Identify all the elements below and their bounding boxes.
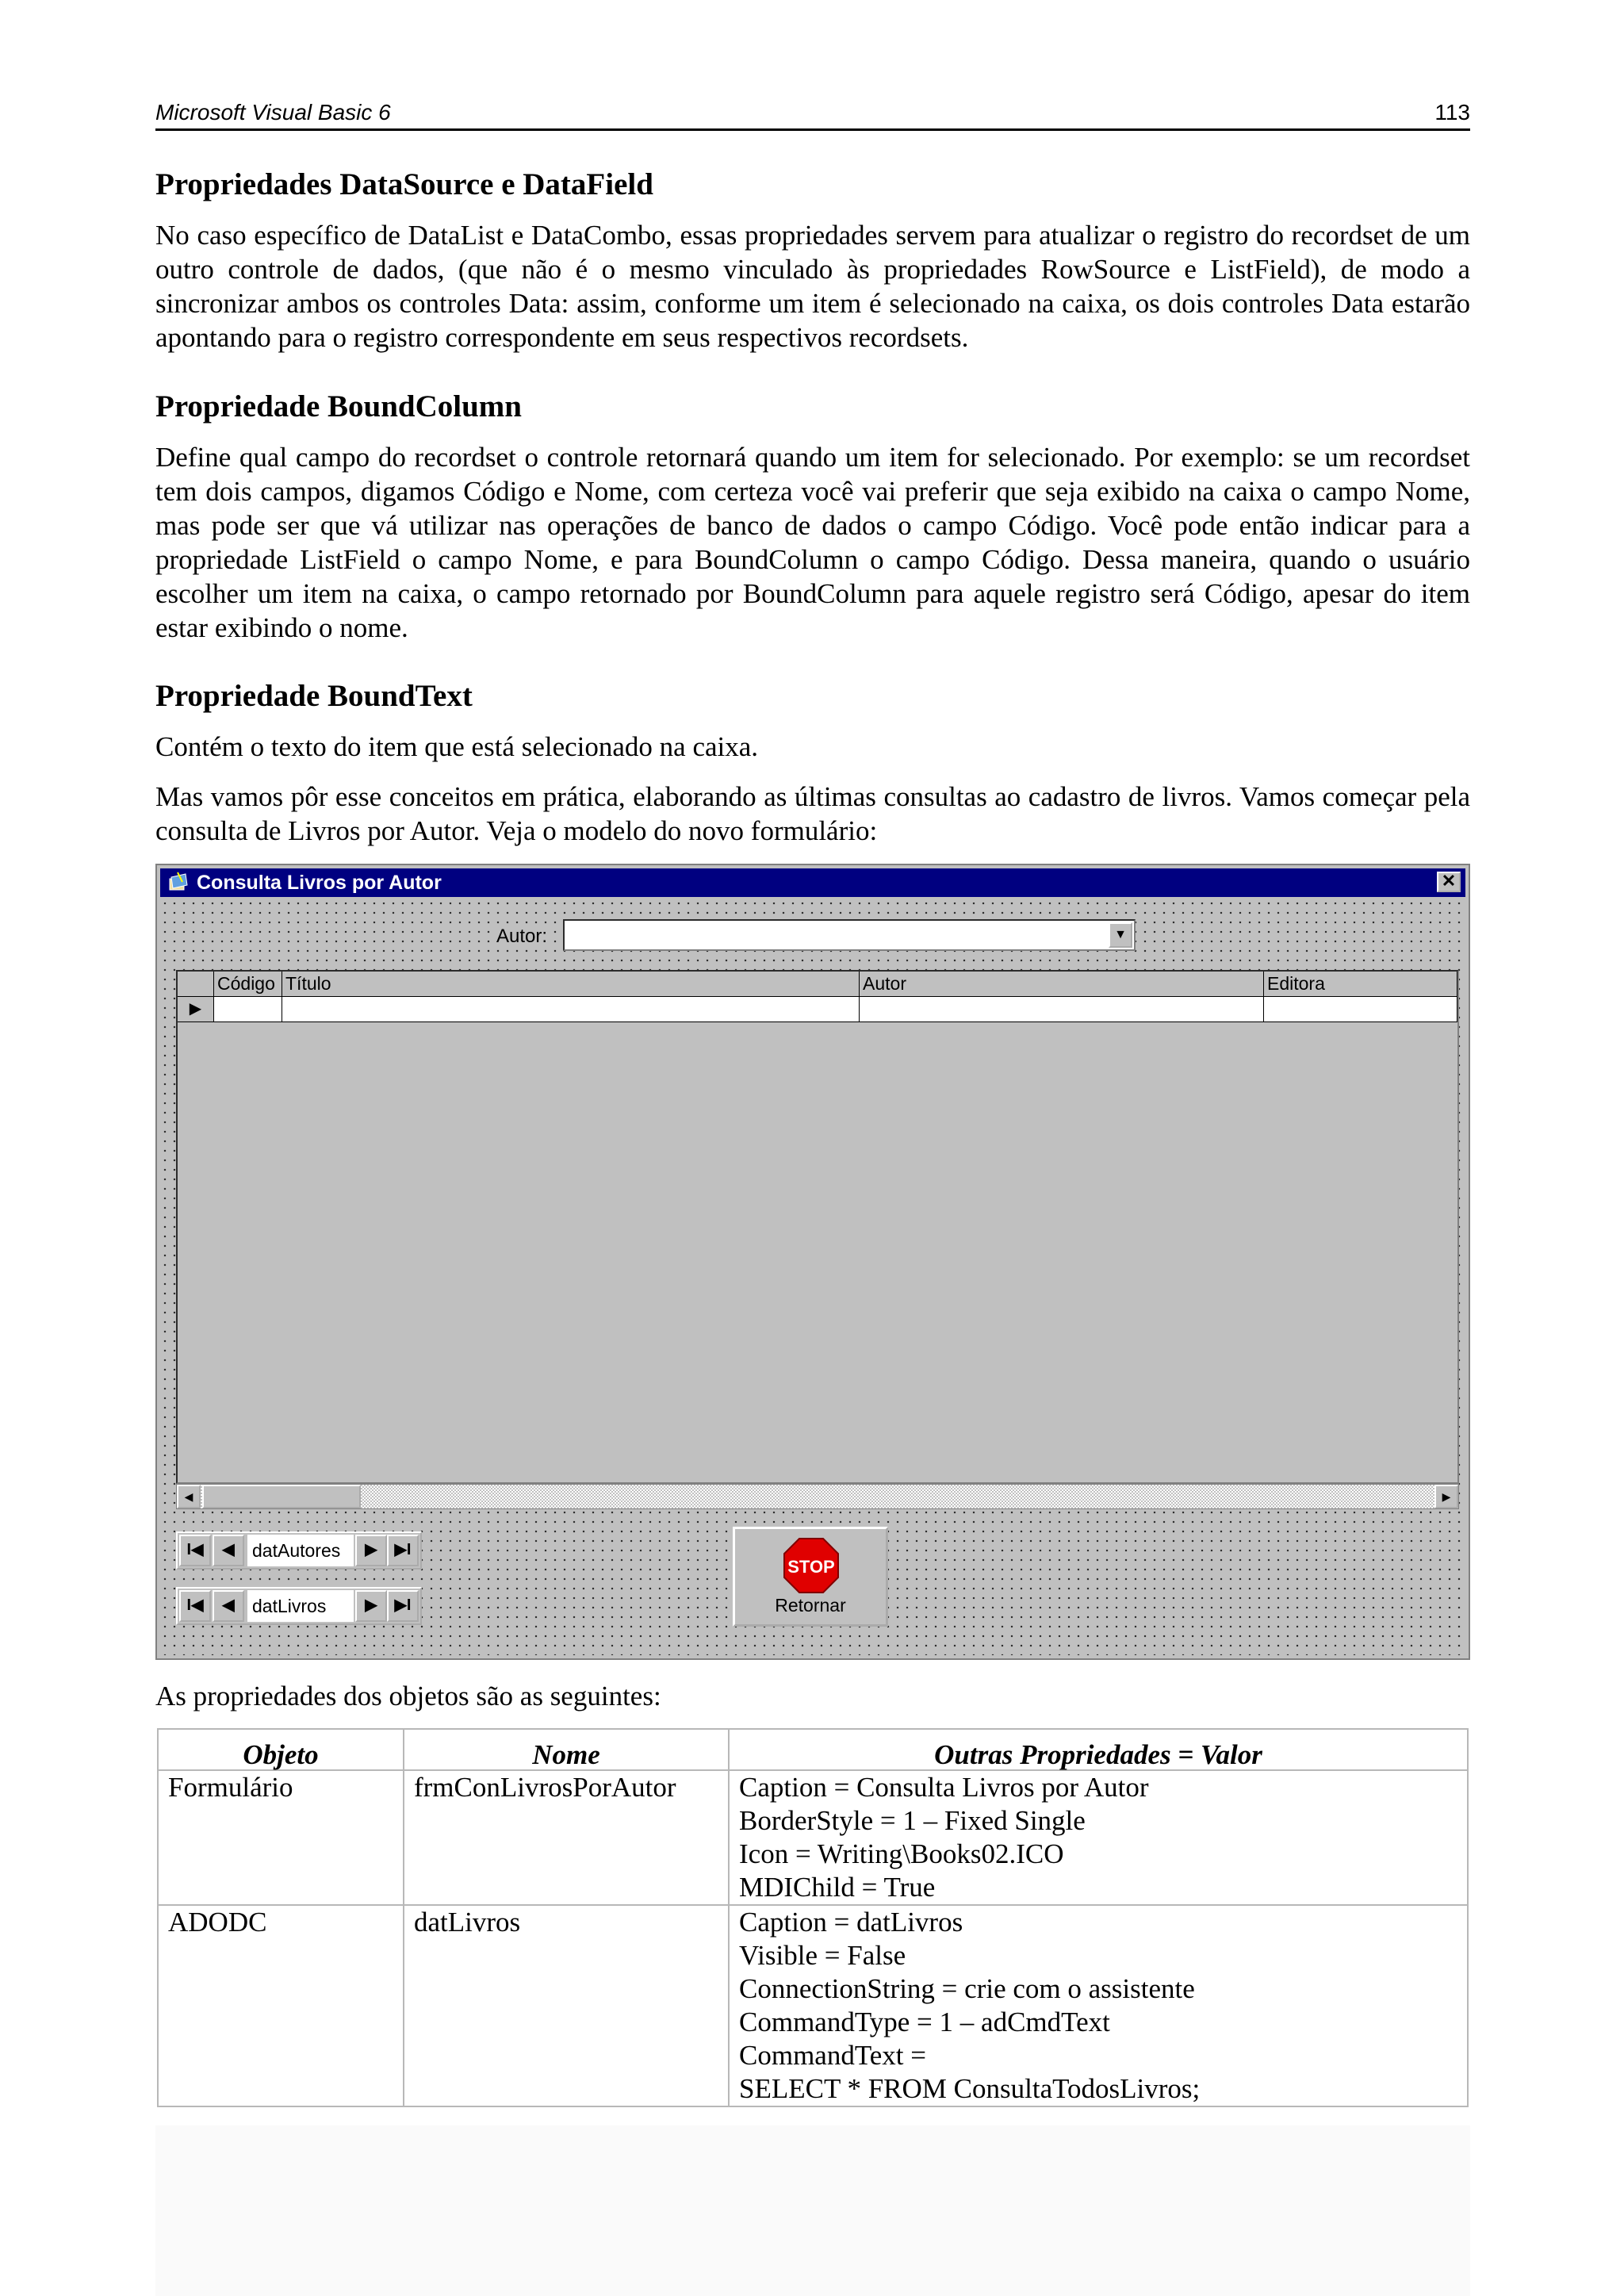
adodc-datautores[interactable] [176, 1531, 422, 1570]
grid-header [178, 972, 1457, 997]
chevron-down-icon[interactable]: ▼ [1109, 922, 1132, 948]
running-header [155, 97, 1470, 131]
livros-grid[interactable] [176, 970, 1459, 1484]
grid-cell[interactable] [214, 997, 282, 1022]
grid-cell[interactable] [860, 997, 1264, 1022]
form-client-area [160, 899, 1465, 1655]
section-heading-datasource: Propriedades DataSource e DataField [155, 167, 653, 201]
book-title: Microsoft Visual Basic 6 [155, 100, 391, 125]
property-line: CommandText = [739, 2040, 927, 2071]
stop-icon-text: STOP [787, 1557, 835, 1577]
table-row [158, 1770, 1468, 1905]
next-record-icon[interactable]: ▶ [355, 1590, 387, 1622]
prev-record-icon[interactable]: ◀ [213, 1590, 244, 1622]
property-line: CommandType = 1 – adCmdText [739, 2007, 1110, 2037]
section-heading-boundtext: Propriedade BoundText [155, 679, 473, 713]
property-line: Caption = Consulta Livros por Autor [739, 1772, 1149, 1803]
property-line: BorderStyle = 1 – Fixed Single [739, 1805, 1086, 1836]
adodc-caption: datLivros [247, 1590, 354, 1622]
stop-sign-icon [783, 1537, 840, 1594]
grid-cell[interactable] [1264, 997, 1457, 1022]
grid-corner [178, 972, 214, 997]
properties-table [157, 1728, 1469, 2107]
form-screenshot [155, 864, 1470, 1660]
cell-objeto: Formulário [158, 1770, 404, 1905]
property-line: Icon = Writing\Books02.ICO [739, 1838, 1064, 1869]
paragraph-datasource: No caso específico de DataList e DataCombo, essas propriedades servem para atualizar o registro do recordset de um outro controle de dados, (que não é o mesmo vinculado às propriedades RowSource e ListField), de modo a sincronizar ambos os controles Data: assim, conforme um item é selecionado na caixa, os dois controles Data estarão apontando para o registro correspondente em seus respectivos recordsets. [155, 220, 1470, 353]
last-record-icon[interactable]: ▶I [387, 1590, 419, 1622]
grid-col-editora[interactable]: Editora [1264, 972, 1457, 997]
property-line: SELECT * FROM ConsultaTodosLivros; [739, 2073, 1201, 2104]
form-titlebar [160, 868, 1465, 897]
page-number: 113 [1434, 100, 1470, 125]
adodc-datlivros[interactable] [176, 1587, 422, 1625]
cell-nome: frmConLivrosPorAutor [404, 1770, 729, 1905]
retornar-button[interactable] [733, 1527, 888, 1627]
table-header-row [158, 1729, 1468, 1770]
prev-record-icon[interactable]: ◀ [213, 1535, 244, 1566]
grid-col-codigo[interactable]: Código [214, 972, 282, 997]
next-record-icon[interactable]: ▶ [355, 1535, 387, 1566]
section-heading-boundcolumn: Propriedade BoundColumn [155, 389, 522, 424]
paragraph-boundcolumn: Define qual campo do recordset o controle retornará quando um item for selecionado. Por exemplo: se um recordset tem dois campos, digamos Código e Nome, com certeza você vai preferir que seja exibido na caixa o campo Nome, mas pode ser que vá utilizar nas operações de banco de dados o campo Código. Você pode então indicar para a propriedade ListField o campo Nome, e para BoundColumn o campo Código. Dessa maneira, quando o usuário escolher um item na caixa, o campo retornado por BoundColumn para aquele registro será Código, apesar do item estar exibindo o nome. [155, 442, 1470, 643]
first-record-icon[interactable]: I◀ [179, 1590, 211, 1622]
grid-horizontal-scrollbar[interactable] [176, 1484, 1459, 1509]
first-record-icon[interactable]: I◀ [179, 1535, 211, 1566]
autor-combo[interactable] [563, 919, 1136, 951]
close-icon[interactable]: ✕ [1437, 872, 1461, 892]
last-record-icon[interactable]: ▶I [387, 1535, 419, 1566]
grid-col-titulo[interactable]: Título [282, 972, 860, 997]
page-bottom-area [155, 2125, 1470, 2296]
form-title: Consulta Livros por Autor [197, 872, 442, 894]
autor-label: Autor: [493, 926, 550, 948]
grid-cell[interactable] [282, 997, 860, 1022]
paragraph-boundtext: Contém o texto do item que está selecionado na caixa. [155, 731, 759, 762]
cell-objeto: ADODC [158, 1905, 404, 2106]
cell-nome: datLivros [404, 1905, 729, 2106]
header-nome: Nome [404, 1729, 729, 1770]
property-line: ConnectionString = crie com o assistente [739, 1973, 1195, 2004]
scroll-right-icon[interactable]: ▶ [1434, 1485, 1458, 1508]
adodc-caption: datAutores [247, 1535, 354, 1566]
row-selector-icon[interactable]: ▶ [178, 997, 214, 1022]
property-line: Caption = datLivros [739, 1907, 963, 1938]
scroll-thumb[interactable] [202, 1485, 361, 1508]
header-valores: Outras Propriedades = Valor [729, 1729, 1468, 1770]
table-intro: As propriedades dos objetos são as seguintes: [155, 1681, 661, 1711]
property-line: MDIChild = True [739, 1872, 936, 1903]
table-row [158, 1905, 1468, 2106]
cell-valores [729, 1905, 1468, 2106]
scroll-left-icon[interactable]: ◀ [177, 1485, 201, 1508]
header-objeto: Objeto [158, 1729, 404, 1770]
property-line: Visible = False [739, 1940, 906, 1971]
retornar-label: Retornar [775, 1595, 846, 1616]
cell-valores [729, 1770, 1468, 1905]
grid-col-autor[interactable]: Autor [860, 972, 1264, 997]
books-icon [167, 871, 190, 895]
paragraph-intro-form: Mas vamos pôr esse conceitos em prática, elaborando as últimas consultas ao cadastro de livros. Vamos começar pela consulta de Livros por Autor. Veja o modelo do novo formulário: [155, 781, 1470, 846]
